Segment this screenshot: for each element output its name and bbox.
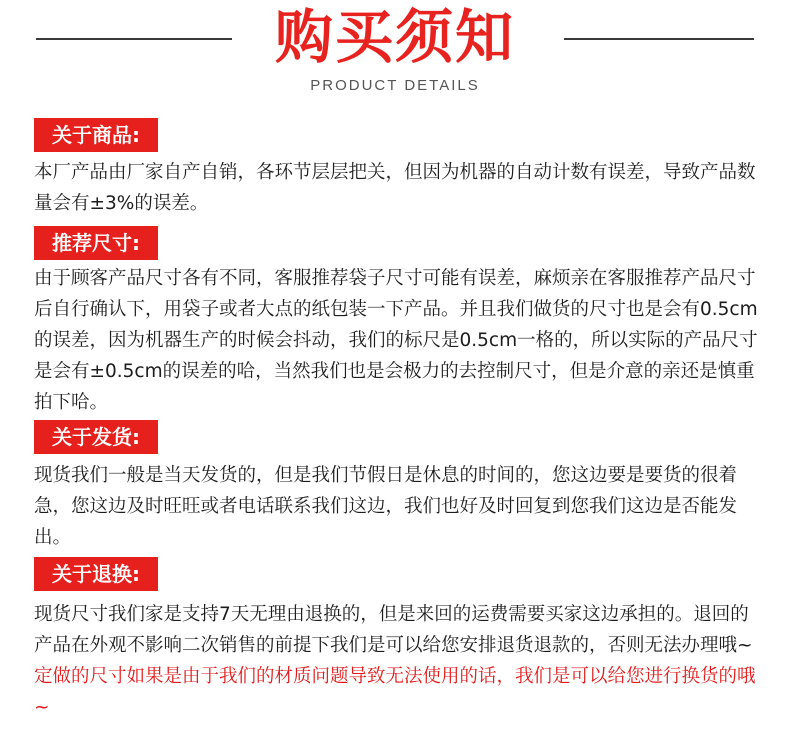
section-text-product: 本厂产品由厂家自产自销，各环节层层把关，但因为机器的自动计数有误差，导致产品数量会有±3%的误差。 (34, 162, 756, 214)
section-return (34, 557, 764, 723)
section-text-shipping: 现货我们一般是当天发货的，但是我们节假日是休息的时间的，您这边要是要货的很着急，您这边及时旺旺或者电话联系我们这边，我们也好及时回复到您我们这边是否能发出。 (34, 465, 738, 548)
section-text-return: 现货尺寸我们家是支持7天无理由退换的，但是来回的运费需要买家这边承担的。退回的产品在外观不影响二次销售的前提下我们是可以给您安排退货退款的，否则无法办理哦~ (34, 604, 753, 656)
section-label-size: 推荐尺寸: (34, 226, 158, 260)
section-shipping (34, 420, 764, 553)
header (0, 0, 790, 100)
page-subtitle: PRODUCT DETAILS (310, 77, 480, 94)
section-label-return: 关于退换: (34, 557, 158, 591)
page-title: 购买须知 (274, 3, 515, 71)
section-label-product: 关于商品: (34, 118, 158, 152)
section-product (34, 118, 764, 219)
section-label-shipping: 关于发货: (34, 420, 158, 454)
section-note-return: 定做的尺寸如果是由于我们的材质问题导致无法使用的话，我们是可以给您进行换货的哦~ (34, 666, 756, 718)
section-size (34, 226, 764, 418)
section-text-size: 由于顾客产品尺寸各有不同，客服推荐袋子尺寸可能有误差，麻烦亲在客服推荐产品尺寸后自行确认下，用袋子或者大点的纸包装一下产品。并且我们做货的尺寸也是会有0.5cm的误差，因为机器生产的时候会抖动，我们的标尺是0.5cm一格的，所以实际的产品尺寸是会有±0.5cm的误差的哈，当然我们也是会极力的去控制尺寸，但是介意的亲还是慎重拍下哈。 (34, 268, 758, 413)
